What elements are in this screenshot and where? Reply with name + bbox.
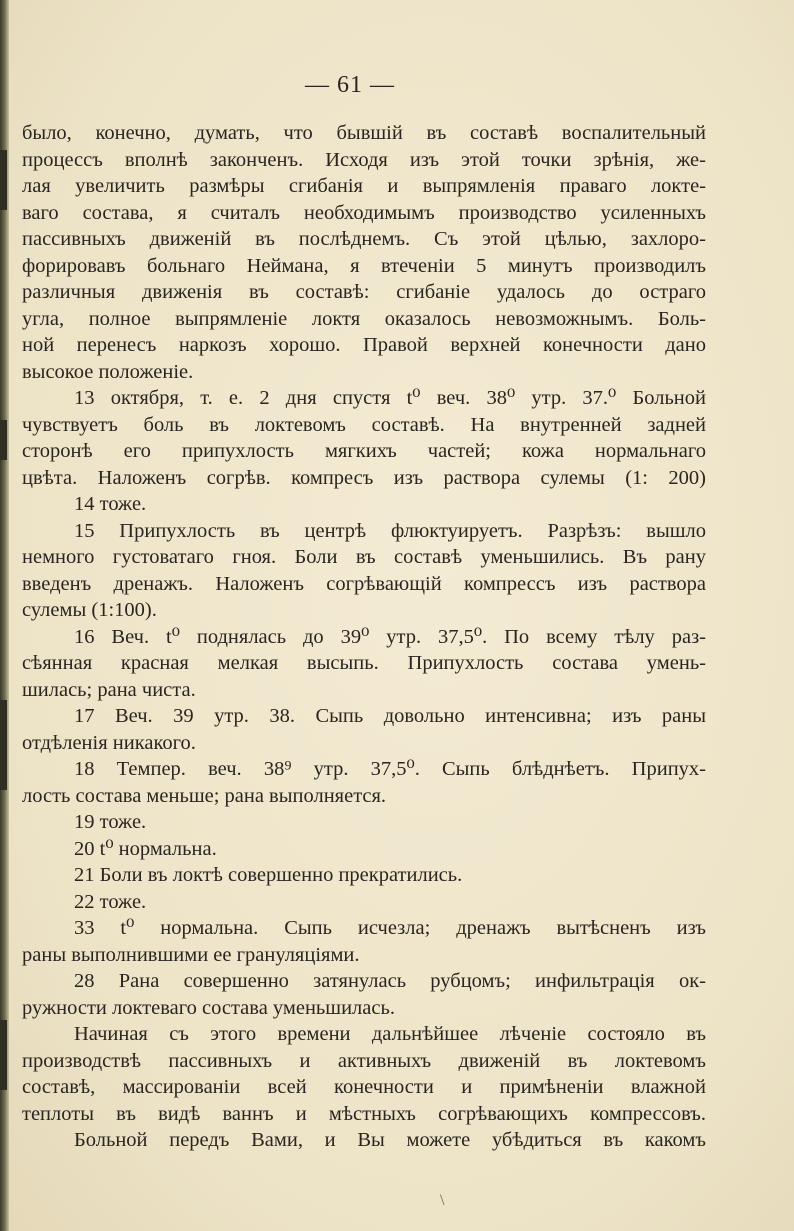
text-line: шилась; рана чиста.	[22, 678, 196, 701]
text-line: угла, полное выпрямленіе локтя оказалось невозможнымъ. Боль-	[22, 307, 706, 330]
text-line: форировавъ больнаго Неймана, я втеченіи 5 минутъ производилъ	[22, 254, 706, 277]
text-line: раны выполнившими ее грануляціями.	[22, 943, 360, 966]
text-line: 21 Боли въ локтѣ совершенно прекратились.	[74, 864, 463, 886]
text-line: 17 Веч. 39 утр. 38. Сыпь довольно интенсивна; изъ раны	[74, 705, 706, 727]
text-line: ружности локтеваго состава уменьшилась.	[22, 996, 395, 1019]
text-line: ваго состава, я считалъ необходимымъ производство усиленныхъ	[22, 201, 706, 224]
text-line: 28 Рана совершенно затянулась рубцомъ; инфильтрація ок-	[74, 970, 706, 992]
text-line: лость состава меньше; рана выполняется.	[22, 784, 387, 807]
text-line: чувствуетъ боль въ локтевомъ составѣ. На внутренней задней	[22, 413, 706, 436]
text-line: было, конечно, думать, что бывшій въ составѣ воспалительный	[22, 122, 706, 144]
text-line: производствѣ пассивныхъ и активныхъ движеній въ локтевомъ	[22, 1049, 706, 1072]
text-line: пассивныхъ движеній въ послѣднемъ. Съ этой цѣлью, захлоро-	[22, 228, 706, 250]
text-line: 33 t⁰ нормальна. Сыпь исчезла; дренажъ вытѣсненъ изъ	[74, 917, 706, 939]
text-line: Начиная съ этого времени дальнѣйшее лѣченіе состояло въ	[74, 1023, 706, 1045]
text-line: сторонѣ его припухлость мягкихъ частей; кожа нормальнаго	[22, 440, 706, 462]
binding-stain	[0, 1020, 7, 1090]
text-line: 18 Темпер. веч. 38⁹ утр. 37,5⁰. Сыпь блѣднѣетъ. Припух-	[74, 758, 706, 780]
text-line: отдѣленія никакого.	[22, 731, 196, 754]
text-line: лая увеличить размѣры сгибанія и выпрямленія праваго локте-	[22, 175, 706, 197]
text-line: введенъ дренажъ. Наложенъ согрѣвающій компрессъ изъ раствора	[22, 572, 706, 595]
page-number: — 61 —	[305, 72, 395, 98]
binding-stain	[0, 150, 7, 210]
text-line: цвѣта. Наложенъ согрѣв. компресъ изъ раствора сулемы (1: 200)	[22, 466, 706, 489]
text-line: 13 октября, т. е. 2 дня спустя t⁰ веч. 38⁰ утр. 37.⁰ Больной	[74, 387, 706, 409]
text-line: различныя движенія въ составѣ: сгибаніе удалось до остраго	[22, 281, 706, 303]
text-line: 15 Припухлость въ центрѣ флюктуируетъ. Разрѣзъ: вышло	[74, 519, 706, 542]
text-line: сулемы (1:100).	[22, 599, 157, 621]
text-line: высокое положеніе.	[22, 360, 194, 383]
text-line: 22 тоже.	[74, 890, 147, 913]
text-line: 19 тоже.	[74, 811, 147, 833]
text-line: 20 t⁰ нормальна.	[74, 837, 217, 860]
text-line: процессъ вполнѣ законченъ. Исходя изъ этой точки зрѣнія, же-	[22, 148, 706, 171]
text-line: 16 Веч. t⁰ поднялась до 39⁰ утр. 37,5⁰. По всему тѣлу раз-	[74, 625, 706, 648]
text-line: немного густоватаго гноя. Боли въ составѣ уменьшились. Въ рану	[22, 546, 706, 568]
text-line: теплоты въ видѣ ваннъ и мѣстныхъ согрѣвающихъ компрессовъ.	[22, 1102, 706, 1125]
printer-mark: \	[440, 1192, 445, 1209]
text-line: сѣянная красная мелкая высыпь. Припухлость состава умень-	[22, 652, 706, 674]
binding-stain	[0, 420, 7, 460]
text-line: ной перенесъ наркозъ хорошо. Правой верхней конечности дано	[22, 334, 706, 356]
text-line: Больной передъ Вами, и Вы можете убѣдиться въ какомъ	[74, 1129, 706, 1151]
text-line: составѣ, массированіи всей конечности и примѣненіи влажной	[22, 1076, 706, 1098]
body-text	[22, 120, 706, 1154]
text-line: 14 тоже.	[74, 493, 147, 515]
binding-stain	[0, 700, 7, 790]
